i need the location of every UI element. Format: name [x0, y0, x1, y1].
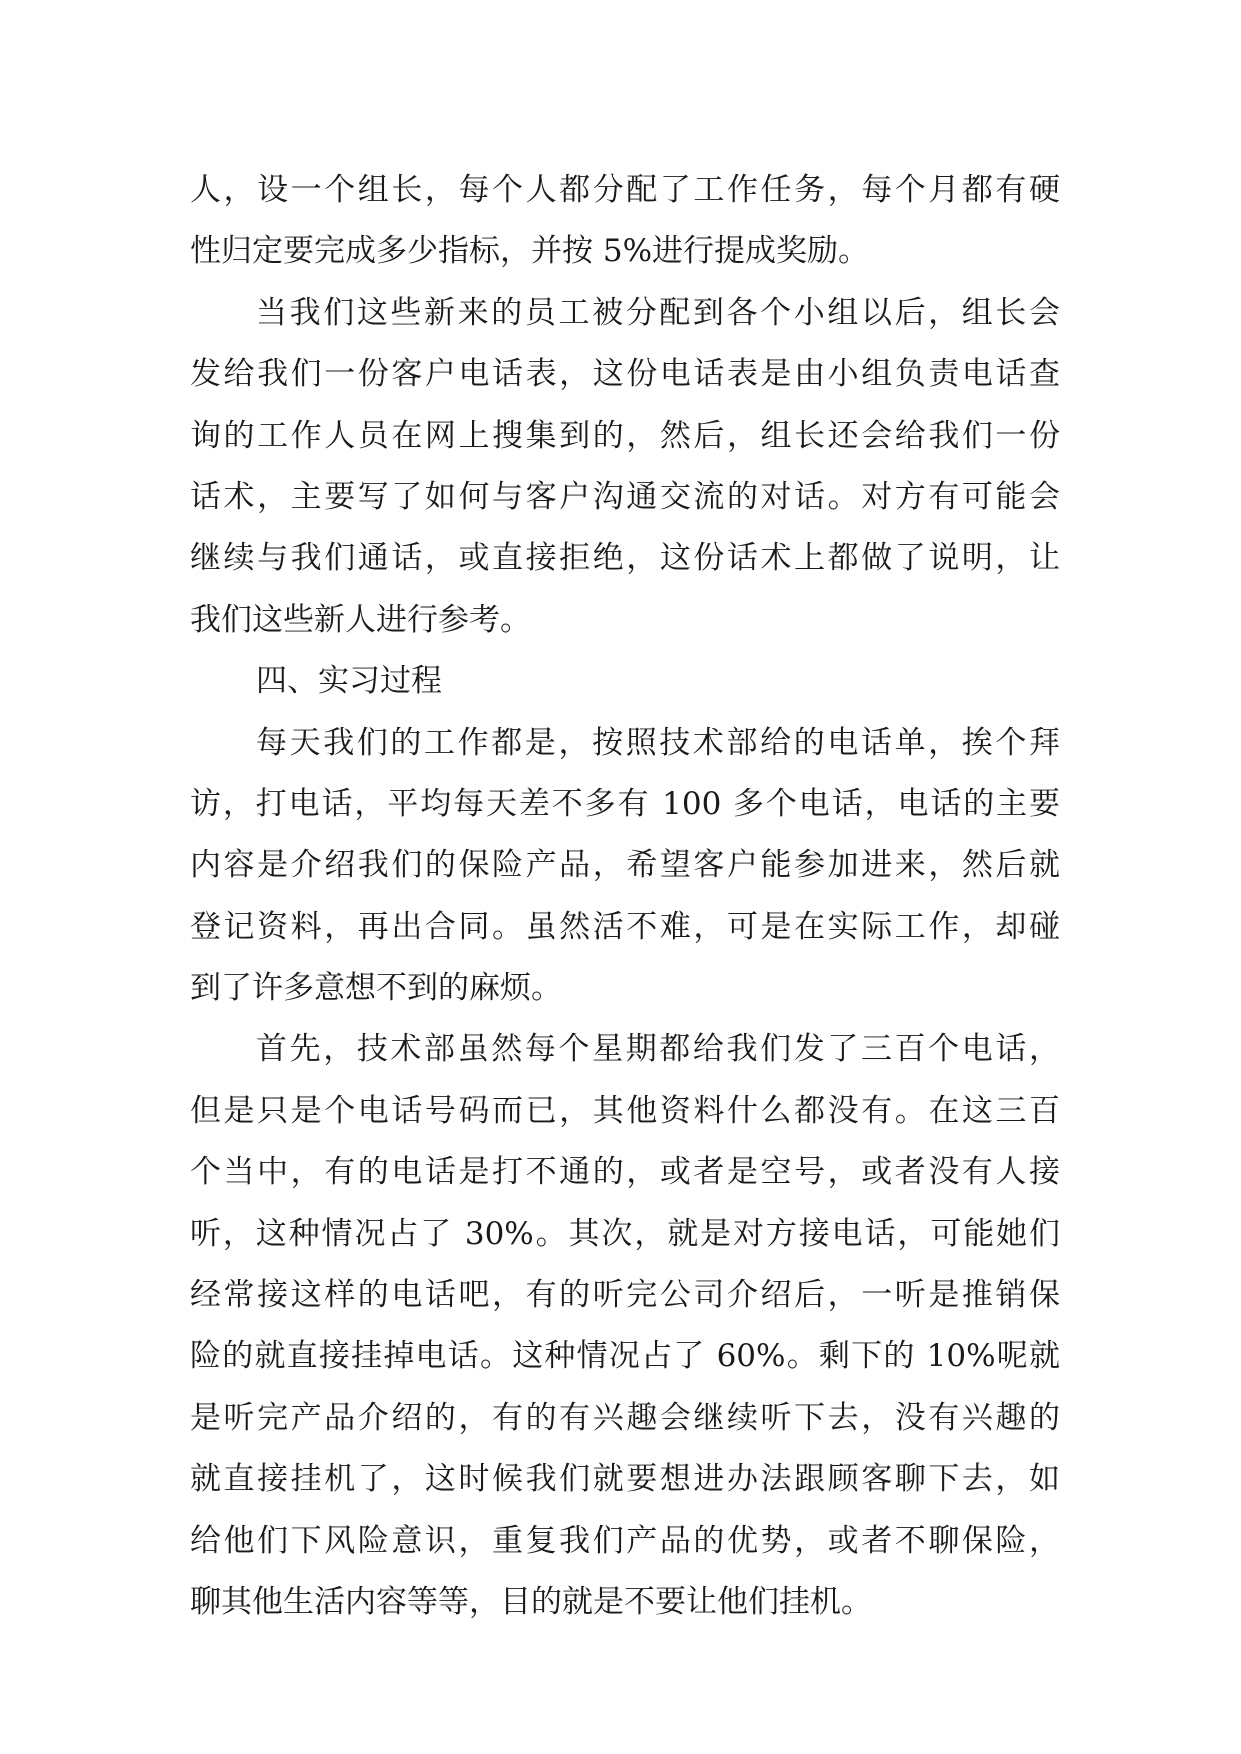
text-line-3: 当我们这些新来的员工被分配到各个小组以后，组长会: [256, 294, 1060, 331]
text-line-8: 我们这些新人进行参考。: [190, 601, 531, 638]
text-line-18: 听，这种情况占了 30%。其次，就是对方接电话，可能她们: [190, 1215, 1060, 1252]
text-line-1: 人，设一个组长，每个人都分配了工作任务，每个月都有硬: [190, 172, 1060, 208]
section-heading: 四、实习过程: [256, 663, 442, 700]
text-line-16: 但是只是个电话号码而已，其他资料什么都没有。在这三百: [190, 1092, 1060, 1129]
text-line-10: 每天我们的工作都是，按照技术部给的电话单，挨个拜: [256, 724, 1060, 761]
text-line-23: 给他们下风险意识，重复我们产品的优势，或者不聊保险，: [190, 1522, 1060, 1559]
text-line-6: 话术，主要写了如何与客户沟通交流的对话。对方有可能会: [190, 478, 1060, 515]
text-line-19: 经常接这样的电话吧，有的听完公司介绍后，一听是推销保: [190, 1277, 1060, 1314]
text-line-2: 性归定要完成多少指标，并按 5%进行提成奖励。: [190, 233, 870, 270]
text-line-15: 首先，技术部虽然每个星期都给我们发了三百个电话，: [256, 1031, 1060, 1068]
text-line-7: 继续与我们通话，或直接拒绝，这份话术上都做了说明，让: [190, 540, 1060, 577]
text-line-22: 就直接挂机了，这时候我们就要想进办法跟顾客聊下去，如: [190, 1461, 1060, 1498]
text-line-4: 发给我们一份客户电话表，这份电话表是由小组负责电话查: [190, 356, 1060, 393]
text-line-17: 个当中，有的电话是打不通的，或者是空号，或者没有人接: [190, 1154, 1060, 1191]
text-line-5: 询的工作人员在网上搜集到的，然后，组长还会给我们一份: [190, 417, 1060, 454]
text-line-12: 内容是介绍我们的保险产品，希望客户能参加进来，然后就: [190, 847, 1060, 884]
text-line-11: 访，打电话，平均每天差不多有 100 多个电话，电话的主要: [190, 785, 1060, 822]
text-line-24: 聊其他生活内容等等，目的就是不要让他们挂机。: [190, 1583, 872, 1620]
text-line-14: 到了许多意想不到的麻烦。: [190, 970, 562, 1007]
text-line-13: 登记资料，再出合同。虽然活不难，可是在实际工作，却碰: [190, 908, 1060, 945]
body-text: [190, 160, 1060, 1633]
text-line-20: 险的就直接挂掉电话。这种情况占了 60%。剩下的 10%呢就: [190, 1338, 1060, 1375]
text-line-21: 是听完产品介绍的，有的有兴趣会继续听下去，没有兴趣的: [190, 1399, 1060, 1436]
